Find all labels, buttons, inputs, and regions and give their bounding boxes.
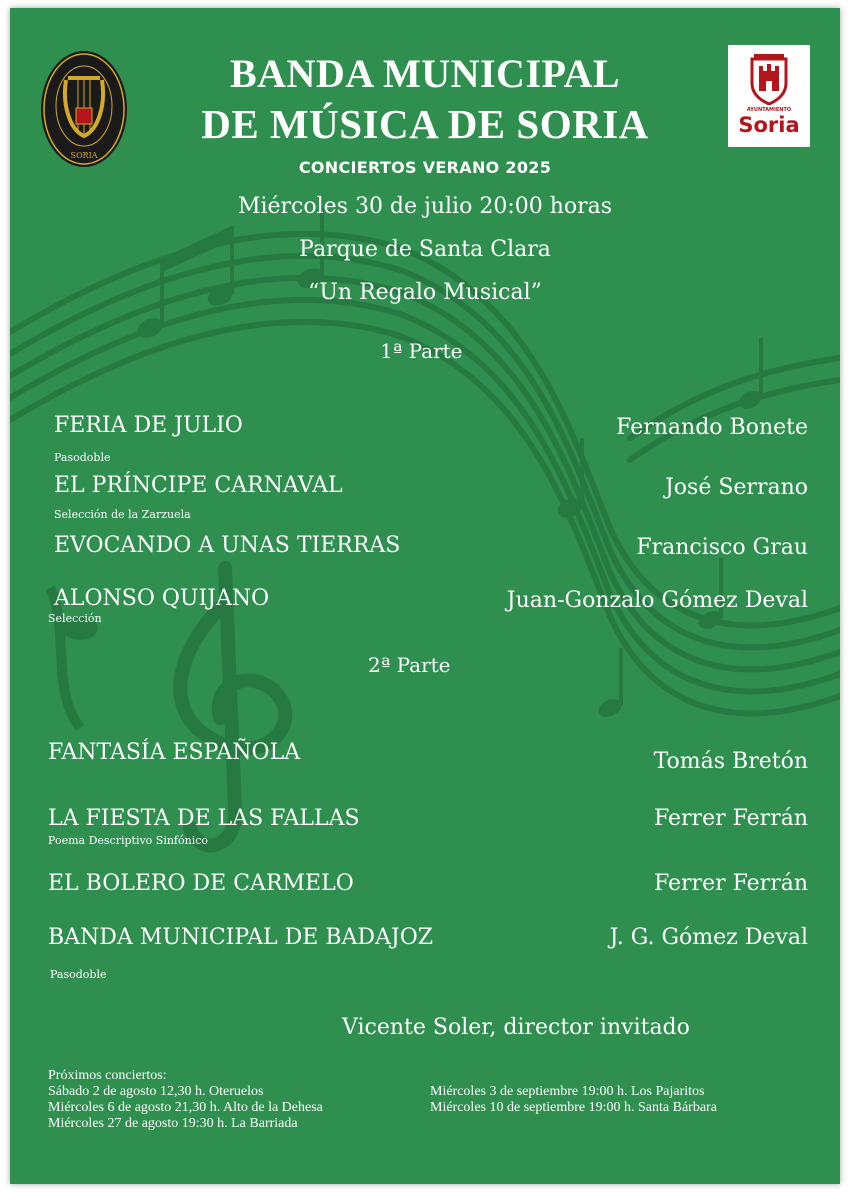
- work-title: LA FIESTA DE LAS FALLAS: [48, 806, 360, 831]
- work-composer: J. G. Gómez Deval: [609, 925, 808, 950]
- upcoming-item: Miércoles 27 de agosto 19:30 h. La Barriada: [48, 1116, 298, 1131]
- upcoming-item: Miércoles 10 de septiembre 19:00 h. Santa Bárbara: [430, 1100, 717, 1115]
- concert-poster: [10, 8, 840, 1184]
- work-composer: Tomás Bretón: [653, 749, 808, 774]
- work-composer: Ferrer Ferrán: [653, 806, 808, 831]
- title-line-2: DE MÚSICA DE SORIA: [201, 101, 649, 147]
- part2-heading: 2ª Parte: [368, 653, 451, 677]
- work-title: FANTASÍA ESPAÑOLA: [48, 740, 301, 765]
- work-note: Selección de la Zarzuela: [54, 508, 191, 521]
- event-venue: Parque de Santa Clara: [299, 237, 551, 262]
- guest-director: Vicente Soler, director invitado: [342, 1015, 690, 1040]
- work-composer: Fernando Bonete: [616, 415, 808, 440]
- work-title: FERIA DE JULIO: [54, 413, 243, 438]
- work-note: Pasodoble: [54, 451, 111, 464]
- work-note: Selección: [48, 612, 102, 625]
- work-note: Pasodoble: [50, 968, 107, 981]
- work-composer: Francisco Grau: [636, 535, 808, 560]
- upcoming-item: Miércoles 6 de agosto 21,30 h. Alto de la Dehesa: [48, 1100, 323, 1115]
- work-composer: Juan-Gonzalo Gómez Deval: [506, 588, 808, 613]
- work-title: EVOCANDO A UNAS TIERRAS: [54, 533, 401, 558]
- work-title: ALONSO QUIJANO: [54, 586, 270, 611]
- work-composer: José Serrano: [664, 475, 808, 500]
- concert-name: “Un Regalo Musical”: [308, 280, 542, 305]
- work-note: Poema Descriptivo Sinfónico: [48, 834, 209, 847]
- event-date-time: Miércoles 30 de julio 20:00 horas: [237, 194, 613, 219]
- work-composer: Ferrer Ferrán: [653, 871, 808, 896]
- work-title: BANDA MUNICIPAL DE BADAJOZ: [48, 925, 434, 950]
- city-logo-small-text: AYUNTAMIENTO: [746, 107, 792, 113]
- upcoming-item: Sábado 2 de agosto 12,30 h. Oteruelos: [48, 1084, 264, 1099]
- part1-heading: 1ª Parte: [380, 339, 463, 363]
- city-logo-word: Soria: [738, 113, 800, 137]
- title-line-1: BANDA MUNICIPAL: [229, 51, 621, 96]
- upcoming-item: Miércoles 3 de septiembre 19:00 h. Los Pajaritos: [430, 1084, 705, 1099]
- subtitle: CONCIERTOS VERANO 2025: [298, 158, 552, 177]
- upcoming-heading: Próximos conciertos:: [48, 1068, 167, 1083]
- work-title: EL BOLERO DE CARMELO: [48, 871, 354, 896]
- work-title: EL PRÍNCIPE CARNAVAL: [54, 473, 343, 498]
- band-logo-bottom-text: SORIA: [70, 151, 98, 160]
